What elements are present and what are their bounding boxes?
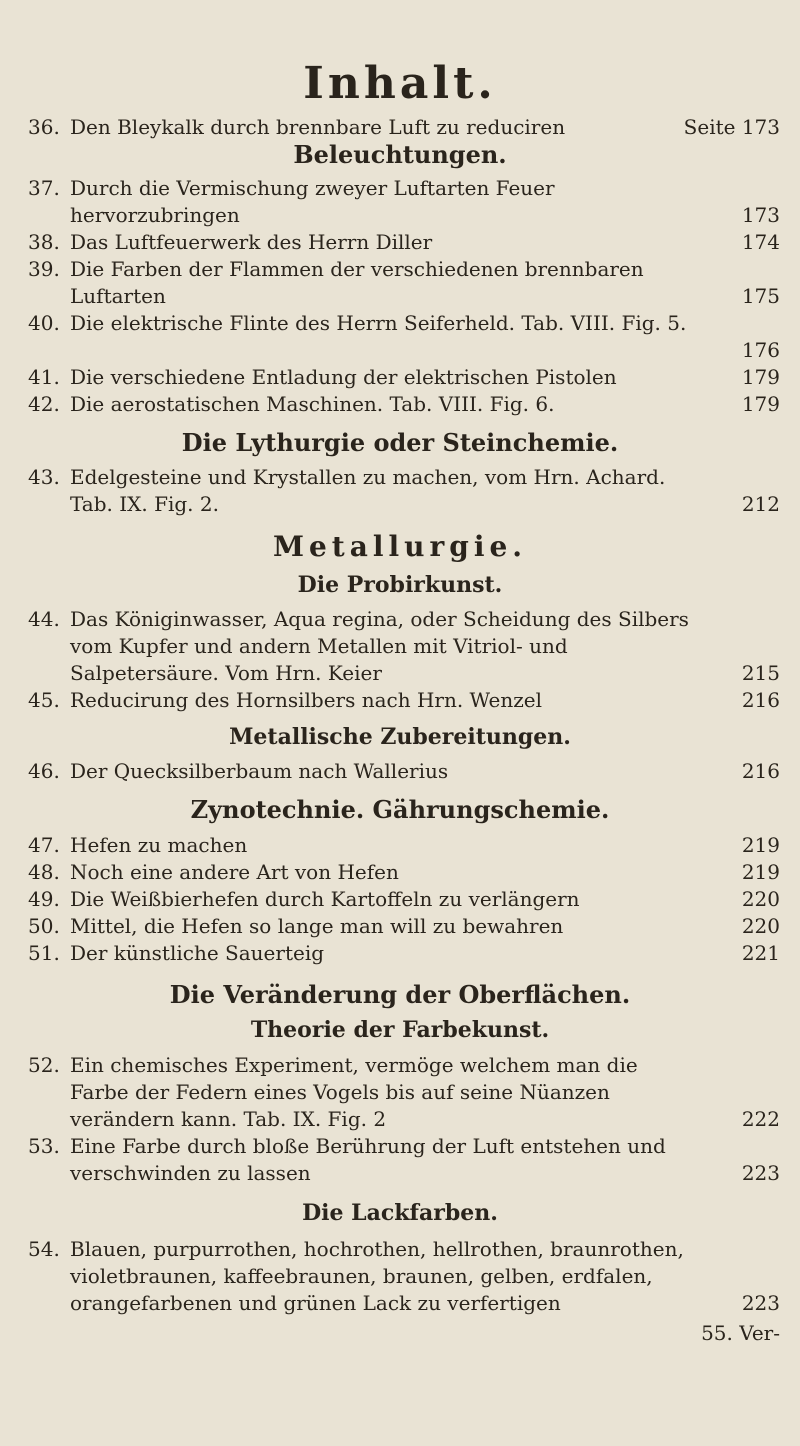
entry-page: 221 — [741, 941, 780, 965]
entry-number: 54. — [28, 1237, 60, 1261]
entry-title: Durch die Vermischung zweyer Luftarten Feuer hervorzubringen — [70, 176, 555, 227]
entry-title: Hefen zu machen — [70, 833, 248, 857]
entry-page: 176 — [741, 338, 780, 362]
entry-page: 179 — [741, 392, 780, 416]
entry-number: 37. — [28, 176, 60, 200]
entry-page: 219 — [741, 833, 780, 857]
heading-metallurgie: Metallurgie. — [272, 530, 528, 563]
catchword: 55. Ver- — [701, 1321, 780, 1345]
entry-number: 40. — [28, 311, 60, 335]
heading-lackfarben: Die Lackfarben. — [302, 1200, 498, 1226]
entry-number: 47. — [28, 833, 60, 857]
entry-page: 175 — [741, 284, 780, 308]
entry-number: 44. — [28, 607, 60, 631]
entry-title: Eine Farbe durch bloße Berührung der Luft entstehen und verschwinden zu lassen — [70, 1134, 666, 1185]
entry-title: Reducirung des Hornsilbers nach Hrn. Wenzel — [70, 688, 542, 712]
entry-title: Edelgesteine und Krystallen zu machen, vom Hrn. Achard. Tab. IX. Fig. 2. — [70, 465, 666, 516]
entry-number: 42. — [28, 392, 60, 416]
entry-page: 173 — [741, 203, 780, 227]
entry-title: Den Bleykalk durch brennbare Luft zu reduciren — [70, 115, 566, 139]
heading-beleuchtungen: Beleuchtungen. — [293, 140, 507, 169]
entry-title: Blauen, purpurrothen, hochrothen, hellrothen, braunrothen, violetbraunen, kaffeebraunen, braunen, gelben, erdfalen, orangefarbenen und grünen Lack zu verfertigen — [70, 1237, 684, 1315]
heading-probirkunst: Die Probirkunst. — [297, 572, 503, 598]
entry-number: 45. — [28, 688, 60, 712]
entry-page: 222 — [741, 1107, 780, 1131]
entry-page: 223 — [741, 1291, 780, 1315]
entry-page: 219 — [741, 860, 780, 884]
entry-page: 212 — [741, 492, 780, 516]
entry-title: Die Farben der Flammen der verschiedenen brennbaren Luftarten — [70, 257, 644, 308]
entry-page: 220 — [741, 887, 780, 911]
entry-number: 38. — [28, 230, 60, 254]
entry-number: 53. — [28, 1134, 60, 1158]
entry-number: 39. — [28, 257, 60, 281]
entry-title: Die Weißbierhefen durch Kartoffeln zu verlängern — [70, 887, 580, 911]
entry-page: 174 — [741, 230, 780, 254]
entry-title: Der künstliche Sauerteig — [70, 941, 325, 965]
entry-page: 216 — [741, 759, 780, 783]
entry-page: Seite 173 — [683, 115, 780, 139]
entry-title: Das Königinwasser, Aqua regina, oder Scheidung des Silbers vom Kupfer und andern Metallen mit Vitriol- und Salpetersäure. Vom Hrn. Keier — [70, 607, 689, 685]
entry-page: 220 — [741, 914, 780, 938]
entry-title: Die verschiedene Entladung der elektrischen Pistolen — [70, 365, 617, 389]
entry-page: 223 — [741, 1161, 780, 1185]
heading-theorie-farbekunst: Theorie der Farbekunst. — [250, 1017, 550, 1043]
entry-number: 43. — [28, 465, 60, 489]
entry-number: 49. — [28, 887, 60, 911]
entry-number: 51. — [28, 941, 60, 965]
entry-number: 41. — [28, 365, 60, 389]
entry-title: Die aerostatischen Maschinen. Tab. VIII. Fig. 6. — [70, 392, 555, 416]
entry-number: 36. — [28, 115, 60, 139]
entry-number: 46. — [28, 759, 60, 783]
entry-title: Das Luftfeuerwerk des Herrn Diller — [70, 230, 433, 254]
heading-metallische-zubereitungen: Metallische Zubereitungen. — [229, 724, 571, 750]
entry-title: Der Quecksilberbaum nach Wallerius — [70, 759, 449, 783]
heading-zynotechnie: Zynotechnie. Gährungschemie. — [190, 795, 610, 824]
entry-page: 215 — [741, 661, 780, 685]
entry-number: 48. — [28, 860, 60, 884]
entry-title: Noch eine andere Art von Hefen — [70, 860, 399, 884]
entry-page: 216 — [741, 688, 780, 712]
entry-number: 50. — [28, 914, 60, 938]
entry-title: Ein chemisches Experiment, vermöge welchem man die Farbe der Federn eines Vogels bis auf seine Nüanzen verändern kann. Tab. IX. Fig. 2 — [70, 1053, 638, 1131]
entry-title: Mittel, die Hefen so lange man will zu bewahren — [70, 914, 564, 938]
page-title: Inhalt. — [303, 58, 497, 109]
heading-veraenderung-oberflaechen: Die Veränderung der Oberflächen. — [169, 980, 631, 1009]
entry-page: 179 — [741, 365, 780, 389]
heading-lythurgie: Die Lythurgie oder Steinchemie. — [181, 428, 619, 457]
entry-number: 52. — [28, 1053, 60, 1077]
entry-title: Die elektrische Flinte des Herrn Seiferheld. Tab. VIII. Fig. 5. — [70, 311, 687, 335]
